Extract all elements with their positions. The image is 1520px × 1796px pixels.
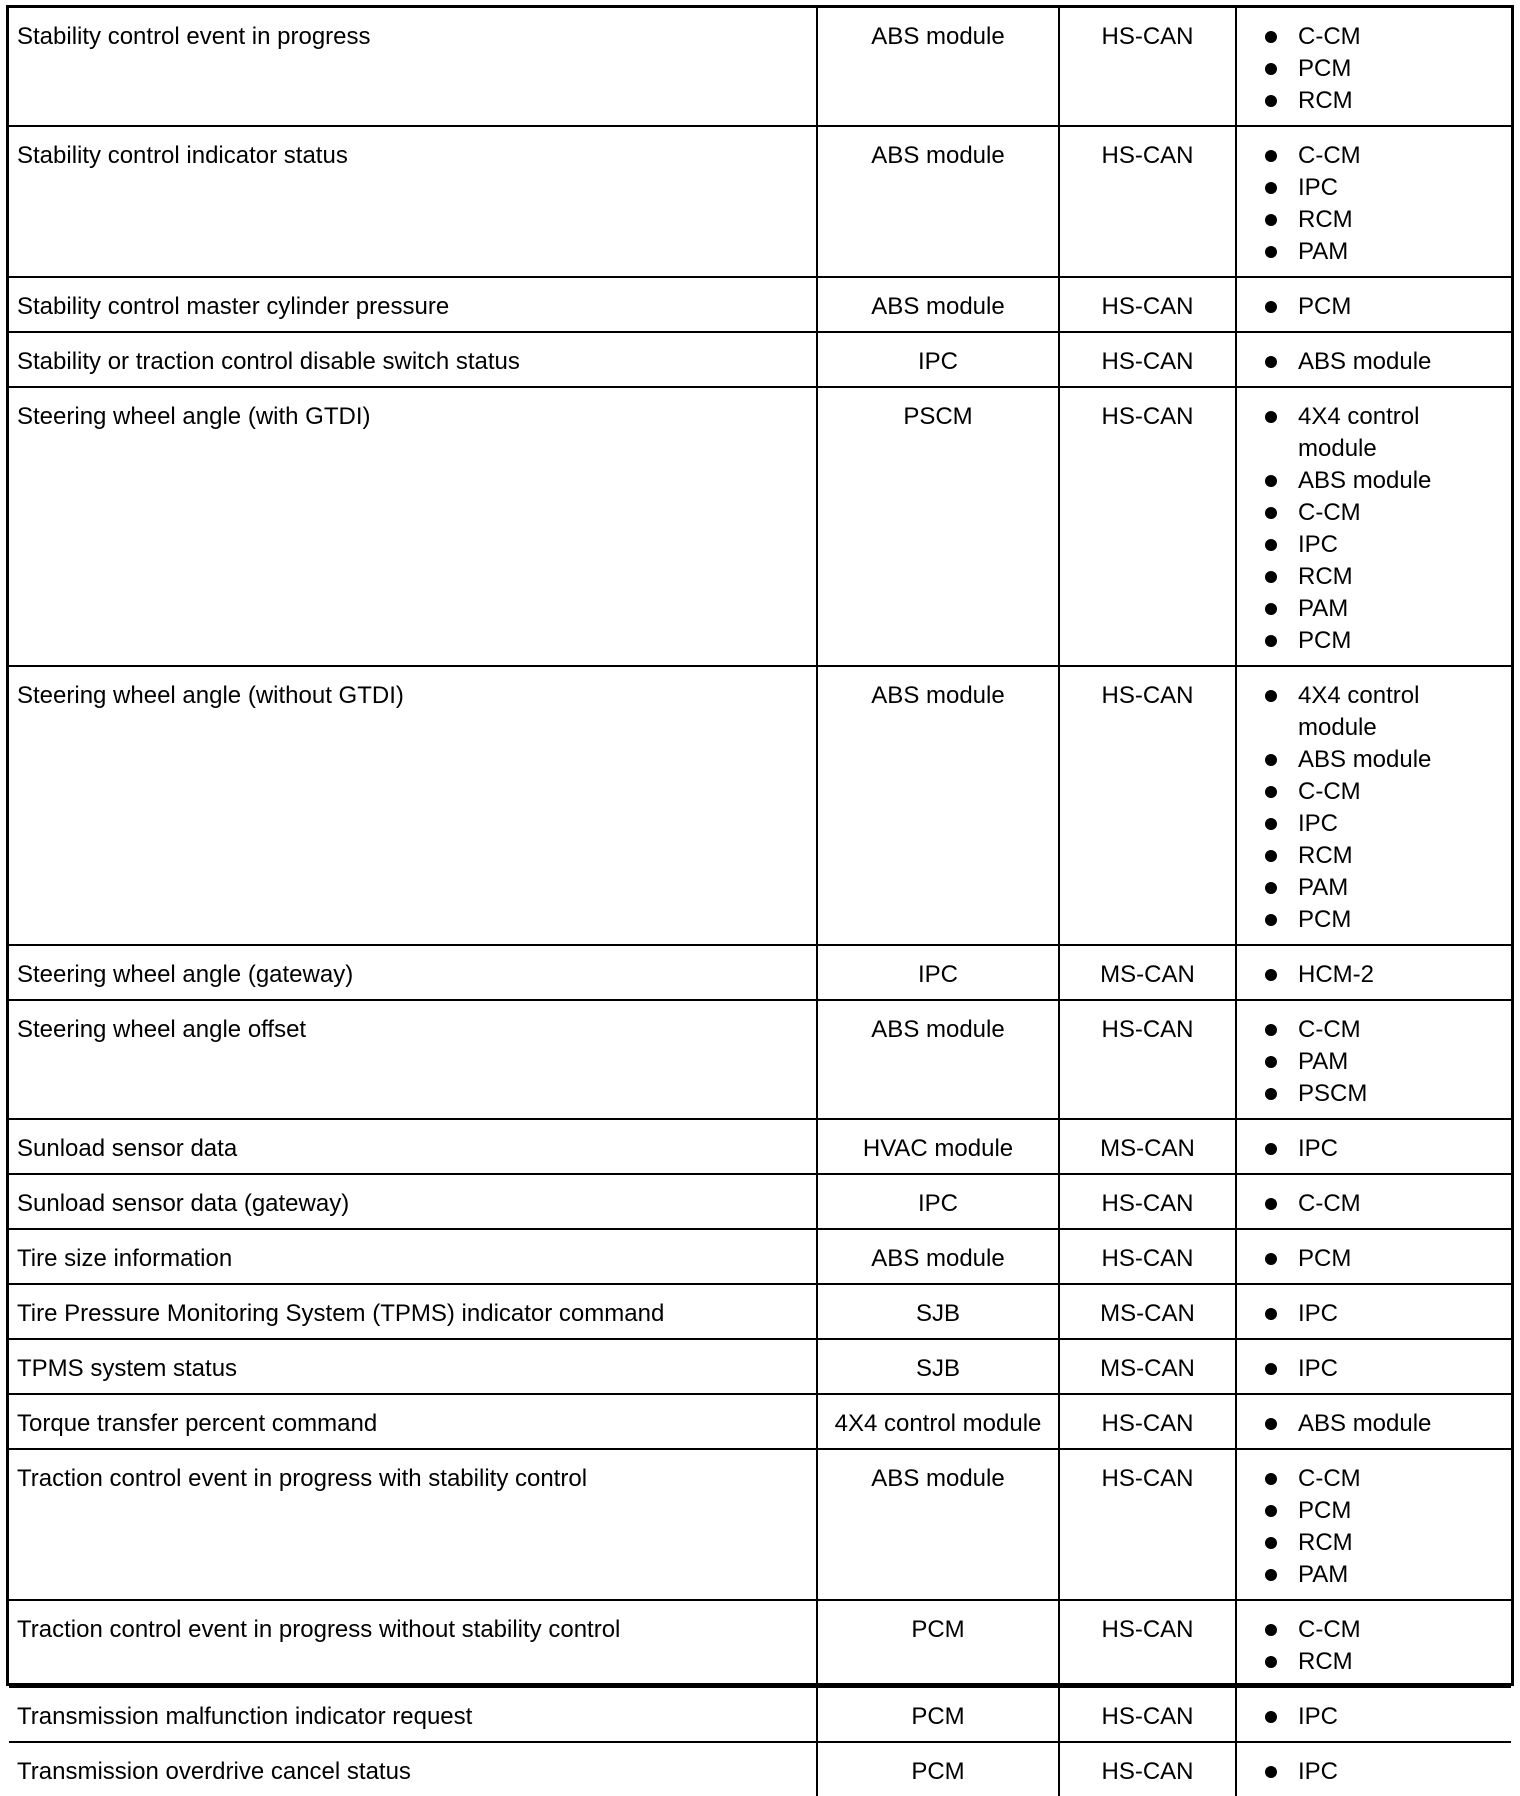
bullet-icon [1265,1253,1277,1265]
bullet-icon [1265,1363,1277,1375]
table-row [9,1284,1511,1339]
bullet-icon [1265,539,1277,551]
bullet-icon [1265,301,1277,313]
list-item [1265,1188,1501,1220]
receiving-modules-cell [1236,1687,1511,1742]
receiver-list [1265,959,1501,991]
message-cell: Traction control event in progress without stability control [9,1600,817,1687]
list-item [1265,1046,1501,1078]
bullet-icon [1265,1143,1277,1155]
network-cell: MS-CAN [1059,945,1236,1000]
network-cell: MS-CAN [1059,1339,1236,1394]
table-row [9,1119,1511,1174]
table-row [9,1000,1511,1119]
source-module-cell: ABS module [817,277,1059,332]
receiver-label: 4X4 control module [1298,682,1420,741]
receiver-label: 4X4 control module [1298,403,1420,462]
message-cell: Steering wheel angle (with GTDI) [9,387,817,666]
list-item [1265,401,1501,465]
list-item [1265,744,1501,776]
list-item [1265,346,1501,378]
list-item [1265,1614,1501,1646]
source-module-cell: IPC [817,332,1059,387]
list-item [1265,1527,1501,1559]
list-item [1265,291,1501,323]
source-module-cell: IPC [817,945,1059,1000]
list-item [1265,872,1501,904]
list-item [1265,172,1501,204]
receiver-list [1265,1756,1501,1788]
bullet-icon [1265,1088,1277,1100]
network-cell: HS-CAN [1059,666,1236,945]
source-module-cell: ABS module [817,126,1059,277]
receiving-modules-cell [1236,1284,1511,1339]
receiver-label: ABS module [1298,348,1432,375]
network-cell: HS-CAN [1059,1600,1236,1687]
list-item [1265,204,1501,236]
receiver-list [1265,1014,1501,1110]
bullet-icon [1265,1024,1277,1036]
bullet-icon [1265,1624,1277,1636]
message-cell: Transmission overdrive cancel status [9,1742,817,1796]
table-row [9,126,1511,277]
receiver-list [1265,1243,1501,1275]
bullet-icon [1265,150,1277,162]
bullet-icon [1265,182,1277,194]
source-module-cell: PCM [817,1600,1059,1687]
table-row [9,8,1511,126]
receiver-label: C-CM [1298,499,1361,526]
receiver-list [1265,140,1501,268]
source-module-cell: ABS module [817,1229,1059,1284]
list-item [1265,21,1501,53]
source-module-cell: PCM [817,1742,1059,1796]
receiving-modules-cell [1236,1119,1511,1174]
bullet-icon [1265,475,1277,487]
bullet-icon [1265,1418,1277,1430]
table-row [9,1174,1511,1229]
list-item [1265,1701,1501,1733]
receiving-modules-cell [1236,1174,1511,1229]
table-row [9,277,1511,332]
table-row [9,1339,1511,1394]
network-cell: HS-CAN [1059,1000,1236,1119]
source-module-cell: PSCM [817,387,1059,666]
bullet-icon [1265,635,1277,647]
bullet-icon [1265,214,1277,226]
receiver-label: PCM [1298,1245,1352,1272]
list-item [1265,593,1501,625]
list-item [1265,840,1501,872]
receiver-label: PCM [1298,627,1352,654]
network-message-table-sheet [6,5,1514,1785]
bullet-icon [1265,411,1277,423]
source-module-cell: 4X4 control module [817,1394,1059,1449]
receiving-modules-cell [1236,277,1511,332]
network-cell: HS-CAN [1059,277,1236,332]
receiver-label: C-CM [1298,1616,1361,1643]
list-item [1265,680,1501,744]
receiving-modules-cell [1236,126,1511,277]
source-module-cell: ABS module [817,666,1059,945]
table-row [9,1687,1511,1742]
receiver-label: RCM [1298,87,1353,114]
network-cell: MS-CAN [1059,1119,1236,1174]
table-row [9,666,1511,945]
message-cell: Transmission malfunction indicator request [9,1687,817,1742]
bullet-icon [1265,969,1277,981]
bullet-icon [1265,818,1277,830]
receiver-label: IPC [1298,1300,1339,1327]
list-item [1265,1646,1501,1678]
network-cell: HS-CAN [1059,1449,1236,1600]
table-row [9,1229,1511,1284]
bullet-icon [1265,1766,1277,1778]
bullet-icon [1265,1537,1277,1549]
receiver-label: RCM [1298,1648,1353,1675]
receiver-label: PAM [1298,874,1349,901]
source-module-cell: HVAC module [817,1119,1059,1174]
receiver-label: IPC [1298,1355,1339,1382]
list-item [1265,1133,1501,1165]
network-cell: HS-CAN [1059,1174,1236,1229]
receiver-label: C-CM [1298,23,1361,50]
list-item [1265,1408,1501,1440]
list-item [1265,465,1501,497]
receiving-modules-cell [1236,1229,1511,1284]
list-item [1265,1298,1501,1330]
bullet-icon [1265,356,1277,368]
receiver-list [1265,680,1501,936]
receiver-label: IPC [1298,810,1339,837]
bullet-icon [1265,1656,1277,1668]
receiver-label: C-CM [1298,142,1361,169]
receiver-label: PAM [1298,1048,1349,1075]
bullet-icon [1265,690,1277,702]
message-cell: Sunload sensor data [9,1119,817,1174]
bullet-icon [1265,754,1277,766]
receiving-modules-cell [1236,1000,1511,1119]
network-cell: HS-CAN [1059,126,1236,277]
bullet-icon [1265,882,1277,894]
message-cell: Torque transfer percent command [9,1394,817,1449]
message-cell: Tire Pressure Monitoring System (TPMS) indicator command [9,1284,817,1339]
bullet-icon [1265,1505,1277,1517]
source-module-cell: ABS module [817,1000,1059,1119]
bullet-icon [1265,1473,1277,1485]
table-row [9,332,1511,387]
bullet-icon [1265,507,1277,519]
network-cell: HS-CAN [1059,1394,1236,1449]
receiving-modules-cell [1236,1600,1511,1687]
table-body [9,8,1511,1796]
receiver-list [1265,1133,1501,1165]
bullet-icon [1265,63,1277,75]
bullet-icon [1265,31,1277,43]
receiving-modules-cell [1236,1339,1511,1394]
bullet-icon [1265,95,1277,107]
source-module-cell: ABS module [817,8,1059,126]
receiving-modules-cell [1236,1394,1511,1449]
list-item [1265,1756,1501,1788]
list-item [1265,85,1501,117]
list-item [1265,1243,1501,1275]
receiver-label: ABS module [1298,746,1432,773]
list-item [1265,529,1501,561]
receiver-list [1265,1353,1501,1385]
list-item [1265,236,1501,268]
receiver-label: PCM [1298,906,1352,933]
list-item [1265,1078,1501,1110]
list-item [1265,53,1501,85]
receiver-list [1265,1614,1501,1678]
bullet-icon [1265,1711,1277,1723]
receiver-list [1265,346,1501,378]
source-module-cell: SJB [817,1284,1059,1339]
receiver-label: C-CM [1298,1190,1361,1217]
bullet-icon [1265,1569,1277,1581]
receiver-label: IPC [1298,1758,1339,1785]
message-cell: Tire size information [9,1229,817,1284]
network-cell: MS-CAN [1059,1284,1236,1339]
network-cell: HS-CAN [1059,1687,1236,1742]
receiver-label: RCM [1298,563,1353,590]
message-cell: Stability control master cylinder pressure [9,277,817,332]
receiver-list [1265,1408,1501,1440]
receiver-label: PCM [1298,1497,1352,1524]
table-row [9,1742,1511,1796]
list-item [1265,625,1501,657]
receiver-label: PSCM [1298,1080,1368,1107]
receiver-list [1265,1298,1501,1330]
network-cell: HS-CAN [1059,1742,1236,1796]
list-item [1265,808,1501,840]
receiver-list [1265,1463,1501,1591]
list-item [1265,1463,1501,1495]
source-module-cell: PCM [817,1687,1059,1742]
receiver-label: RCM [1298,1529,1353,1556]
receiver-list [1265,401,1501,657]
bullet-icon [1265,246,1277,258]
bullet-icon [1265,850,1277,862]
message-cell: Sunload sensor data (gateway) [9,1174,817,1229]
bullet-icon [1265,914,1277,926]
list-item [1265,776,1501,808]
source-module-cell: ABS module [817,1449,1059,1600]
list-item [1265,1353,1501,1385]
table-row [9,1394,1511,1449]
receiver-label: RCM [1298,842,1353,869]
receiving-modules-cell [1236,387,1511,666]
receiver-label: C-CM [1298,778,1361,805]
receiver-label: PCM [1298,55,1352,82]
receiver-label: HCM-2 [1298,961,1374,988]
message-cell: Traction control event in progress with stability control [9,1449,817,1600]
receiver-label: ABS module [1298,1410,1432,1437]
receiving-modules-cell [1236,666,1511,945]
list-item [1265,497,1501,529]
list-item [1265,561,1501,593]
network-cell: HS-CAN [1059,332,1236,387]
receiver-label: IPC [1298,1703,1339,1730]
list-item [1265,904,1501,936]
network-message-table [9,8,1511,1796]
receiver-label: C-CM [1298,1016,1361,1043]
receiver-label: IPC [1298,1135,1339,1162]
receiving-modules-cell [1236,8,1511,126]
receiver-label: IPC [1298,531,1339,558]
message-cell: Steering wheel angle (without GTDI) [9,666,817,945]
bullet-icon [1265,571,1277,583]
receiver-label: PAM [1298,1561,1349,1588]
bullet-icon [1265,786,1277,798]
bullet-icon [1265,603,1277,615]
list-item [1265,1495,1501,1527]
receiver-label: PCM [1298,293,1352,320]
network-cell: HS-CAN [1059,1229,1236,1284]
receiving-modules-cell [1236,1742,1511,1796]
network-cell: HS-CAN [1059,387,1236,666]
network-cell: HS-CAN [1059,8,1236,126]
source-module-cell: SJB [817,1339,1059,1394]
bullet-icon [1265,1308,1277,1320]
bullet-icon [1265,1198,1277,1210]
receiver-label: RCM [1298,206,1353,233]
receiver-list [1265,21,1501,117]
list-item [1265,959,1501,991]
message-cell: Stability control indicator status [9,126,817,277]
list-item [1265,1559,1501,1591]
receiver-label: ABS module [1298,467,1432,494]
table-row [9,1449,1511,1600]
table-row [9,387,1511,666]
receiving-modules-cell [1236,332,1511,387]
table-row [9,1600,1511,1687]
receiving-modules-cell [1236,1449,1511,1600]
message-cell: Steering wheel angle (gateway) [9,945,817,1000]
receiver-label: PAM [1298,238,1349,265]
receiving-modules-cell [1236,945,1511,1000]
message-cell: Stability control event in progress [9,8,817,126]
message-cell: Stability or traction control disable switch status [9,332,817,387]
table-row [9,945,1511,1000]
list-item [1265,1014,1501,1046]
receiver-list [1265,1188,1501,1220]
receiver-label: IPC [1298,174,1339,201]
receiver-label: C-CM [1298,1465,1361,1492]
receiver-list [1265,291,1501,323]
source-module-cell: IPC [817,1174,1059,1229]
receiver-label: PAM [1298,595,1349,622]
receiver-list [1265,1701,1501,1733]
bullet-icon [1265,1056,1277,1068]
message-cell: Steering wheel angle offset [9,1000,817,1119]
message-cell: TPMS system status [9,1339,817,1394]
list-item [1265,140,1501,172]
